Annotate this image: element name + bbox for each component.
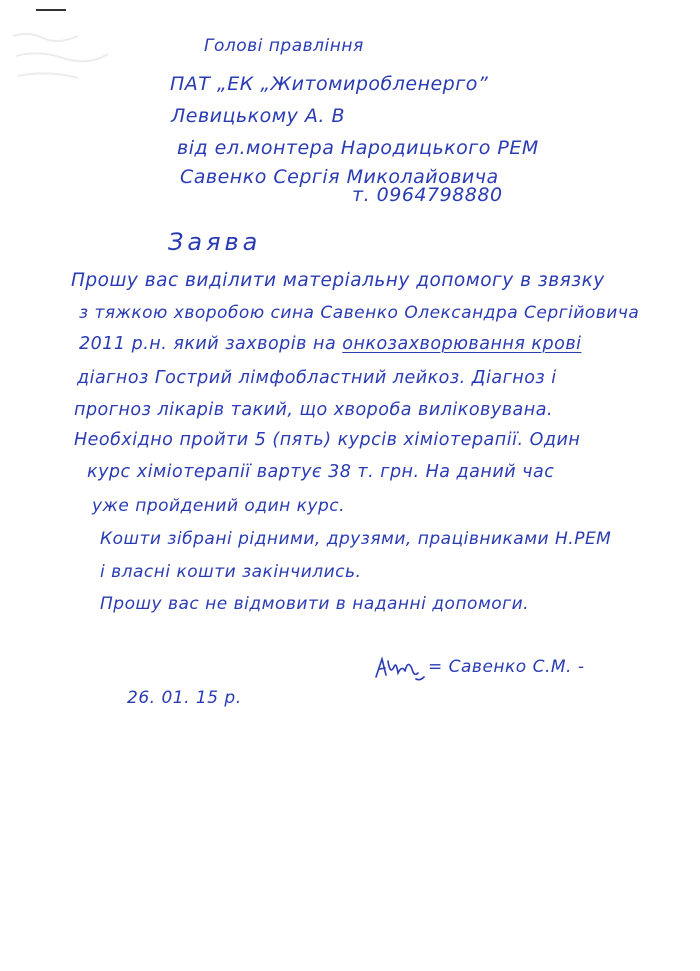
- underlined-diagnosis: онкозахворювання крові: [342, 334, 582, 354]
- addressee-title: Голові правління: [204, 36, 364, 56]
- body-line-4: діагноз Гострий лімфобластний лейкоз. Діагноз і: [77, 368, 557, 388]
- scan-artifact-line: [36, 9, 66, 11]
- body-line-8: уже пройдений один курс.: [92, 496, 346, 516]
- sender-position: від ел.монтера Народицького РЕМ: [177, 137, 539, 159]
- body-line-7: курс хіміотерапії вартує 38 т. грн. На даний час: [87, 462, 555, 482]
- signature-name: = Савенко С.М. -: [428, 657, 585, 677]
- sender-phone: т. 0964798880: [352, 184, 503, 206]
- body-line-1: Прошу вас виділити матеріальну допомогу в звязку: [71, 270, 605, 291]
- body-line-11: Прошу вас не відмовити в наданні допомоги.: [100, 594, 530, 614]
- body-line-3-text: 2011 р.н. який захворів на: [79, 334, 337, 354]
- addressee-name: Левицькому А. В: [171, 105, 345, 127]
- handwritten-signature: [372, 651, 428, 685]
- body-line-5: прогноз лікарів такий, що хвороба виліковувана.: [74, 400, 553, 420]
- body-line-10: і власні кошти закінчились.: [100, 562, 362, 582]
- sender-name: Савенко Сергія Миколайовича: [180, 166, 499, 188]
- document-title: Заява: [168, 228, 262, 256]
- bleed-through-marks: [8, 26, 118, 86]
- addressee-company: ПАТ „ЕК „Житомиробленерго”: [170, 73, 489, 95]
- document-date: 26. 01. 15 р.: [127, 688, 242, 708]
- body-line-6: Необхідно пройти 5 (пять) курсів хіміотерапії. Один: [74, 430, 581, 450]
- body-line-2: з тяжкою хворобою сина Савенко Олександра Сергійовича: [79, 303, 640, 323]
- body-line-9: Кошти зібрані рідними, друзями, працівниками Н.РЕМ: [100, 529, 612, 549]
- body-line-3: [79, 334, 582, 354]
